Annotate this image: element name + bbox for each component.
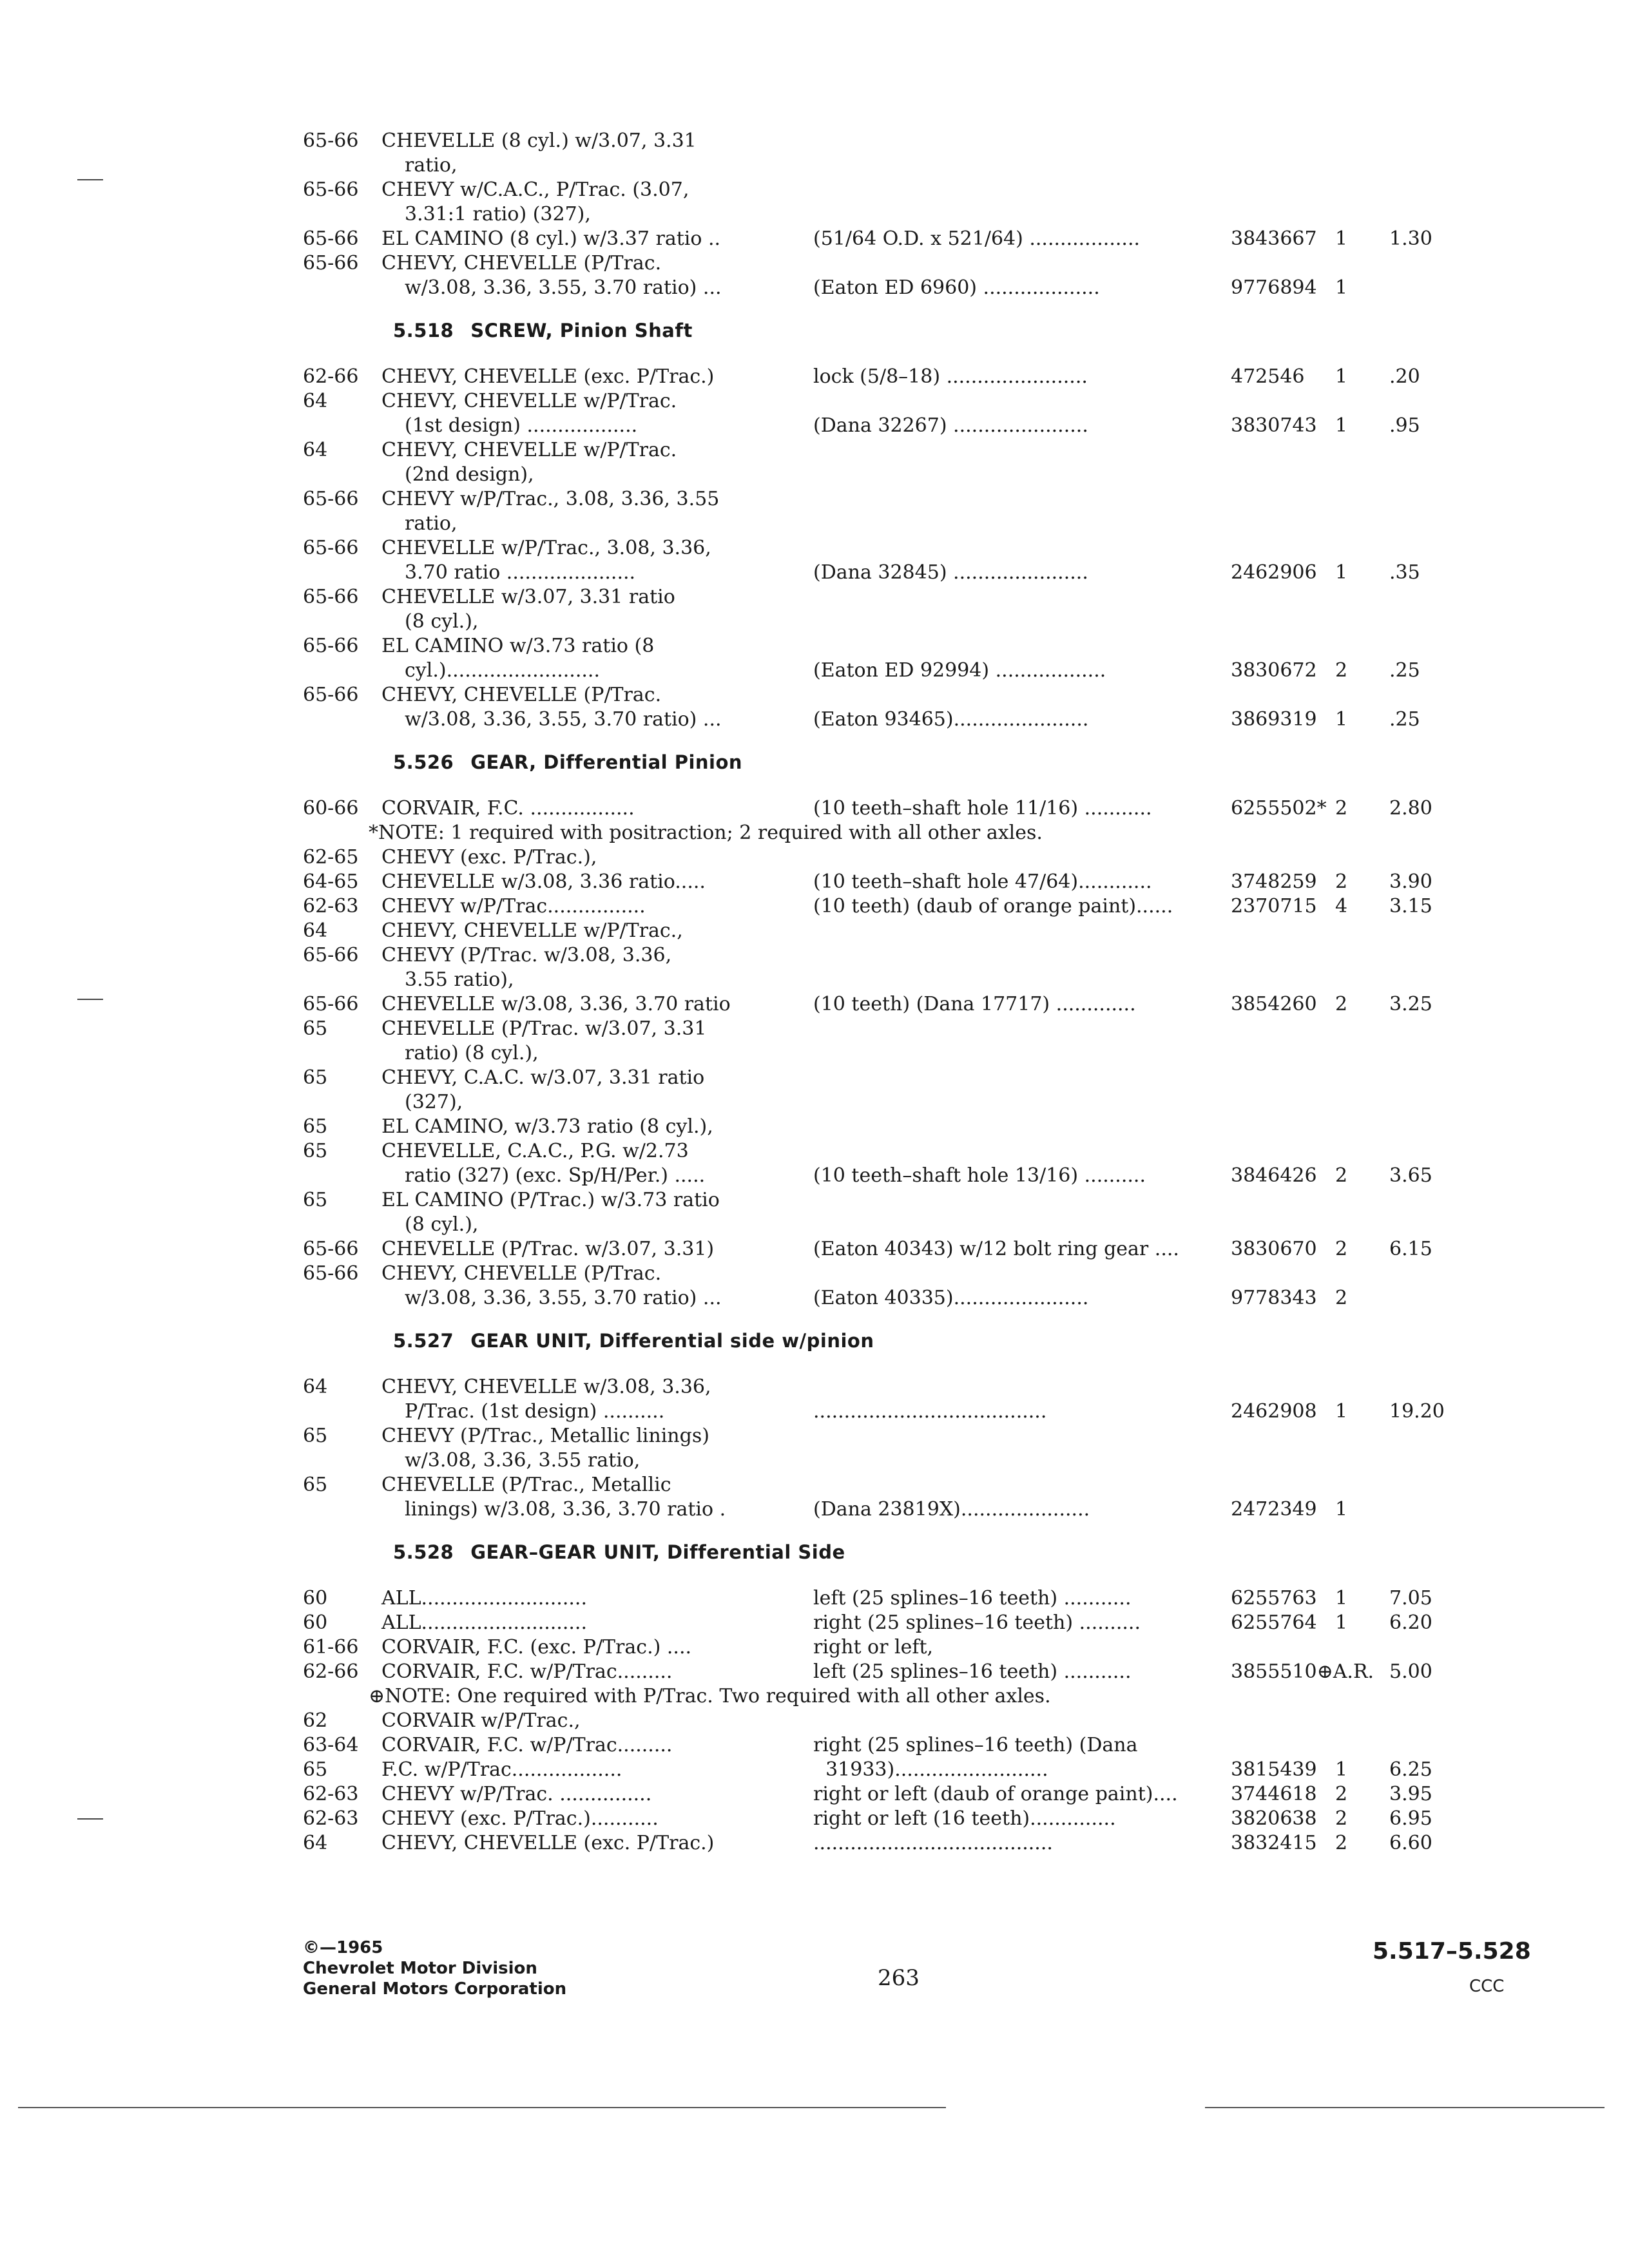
spec-text: (Dana 32845) ...................... xyxy=(813,561,1088,584)
price: .25 xyxy=(1389,708,1420,731)
table-row xyxy=(0,1473,1629,1497)
part-number: 3855510⊕A.R. xyxy=(1231,1660,1374,1683)
model-year: 61-66 xyxy=(303,1636,359,1658)
table-row xyxy=(0,683,1629,707)
price: .35 xyxy=(1389,561,1420,584)
application-text: EL CAMINO (8 cyl.) w/3.37 ratio .. xyxy=(381,227,721,250)
model-year: 65-66 xyxy=(303,252,359,274)
spec-text: right or left, xyxy=(813,1636,934,1658)
price: 2.80 xyxy=(1389,797,1432,820)
spec-text: right or left (daub of orange paint).... xyxy=(813,1783,1178,1805)
price: 6.15 xyxy=(1389,1238,1432,1260)
note-line xyxy=(0,821,1629,845)
application-text: w/3.08, 3.36, 3.55, 3.70 ratio) ... xyxy=(405,276,722,299)
spec-text: ....................................... xyxy=(813,1832,1053,1854)
table-row xyxy=(0,1115,1629,1139)
part-number: 2472349 xyxy=(1231,1498,1317,1521)
application-text: EL CAMINO (P/Trac.) w/3.73 ratio xyxy=(381,1189,720,1211)
application-text: EL CAMINO w/3.73 ratio (8 xyxy=(381,635,655,657)
table-row xyxy=(0,153,1629,178)
model-year: 60-66 xyxy=(303,797,359,820)
price: 7.05 xyxy=(1389,1587,1432,1610)
table-row xyxy=(0,1709,1629,1733)
section-number: 5.518 xyxy=(393,320,454,341)
application-text: (327), xyxy=(405,1091,463,1113)
table-row xyxy=(0,992,1629,1017)
price: 6.95 xyxy=(1389,1807,1432,1830)
application-text: CHEVY, CHEVELLE w/3.08, 3.36, xyxy=(381,1376,711,1398)
table-row xyxy=(0,276,1629,300)
part-number: 3832415 xyxy=(1231,1832,1317,1854)
table-row xyxy=(0,1262,1629,1286)
spec-text: lock (5/8–18) ....................... xyxy=(813,365,1088,388)
model-year: 62-63 xyxy=(303,1783,359,1805)
table-row xyxy=(0,870,1629,894)
application-text: (1st design) .................. xyxy=(405,414,638,437)
table-row xyxy=(0,1066,1629,1090)
table-row xyxy=(0,1782,1629,1807)
part-number: 6255763 xyxy=(1231,1587,1317,1610)
section-heading xyxy=(393,318,693,343)
application-text: CHEVY w/C.A.C., P/Trac. (3.07, xyxy=(381,178,689,201)
part-number: 3748259 xyxy=(1231,870,1317,893)
price: .20 xyxy=(1389,365,1420,388)
table-row xyxy=(0,414,1629,438)
section-number: 5.527 xyxy=(393,1330,454,1352)
model-year: 64 xyxy=(303,1832,328,1854)
table-row xyxy=(0,1758,1629,1782)
application-text: CHEVY, CHEVELLE (exc. P/Trac.) xyxy=(381,365,715,388)
price: 19.20 xyxy=(1389,1400,1445,1423)
application-text: ratio) (8 cyl.), xyxy=(405,1042,539,1064)
model-year: 65-66 xyxy=(303,488,359,510)
table-row xyxy=(0,1041,1629,1066)
application-text: P/Trac. (1st design) .......... xyxy=(405,1400,665,1423)
table-row xyxy=(0,585,1629,610)
table-row xyxy=(0,178,1629,202)
spec-text: (Eaton 40335)...................... xyxy=(813,1287,1089,1309)
table-row xyxy=(0,463,1629,487)
application-text: CHEVELLE, C.A.C., P.G. w/2.73 xyxy=(381,1140,689,1162)
model-year: 65 xyxy=(303,1017,328,1040)
model-year: 64 xyxy=(303,1376,328,1398)
table-row xyxy=(0,1139,1629,1164)
application-text: CORVAIR, F.C. ................. xyxy=(381,797,635,820)
application-text: 3.55 ratio), xyxy=(405,968,514,991)
quantity: 1 xyxy=(1335,1758,1348,1781)
price: 3.95 xyxy=(1389,1783,1432,1805)
binding-mark xyxy=(77,179,103,180)
section-title: GEAR–GEAR UNIT, Differential Side xyxy=(470,1541,845,1563)
table-row xyxy=(0,919,1629,943)
quantity: 1 xyxy=(1335,1498,1348,1521)
table-row xyxy=(0,1213,1629,1237)
section-title: GEAR, Differential Pinion xyxy=(470,751,743,773)
spec-text: left (25 splines–16 teeth) ........... xyxy=(813,1660,1132,1683)
table-row xyxy=(0,1448,1629,1473)
scan-edge-line xyxy=(1205,2107,1605,2108)
table-row xyxy=(0,561,1629,585)
quantity: 2 xyxy=(1335,1287,1348,1309)
application-text: CHEVELLE (8 cyl.) w/3.07, 3.31 xyxy=(381,130,697,152)
model-year: 65 xyxy=(303,1425,328,1447)
footnote-text: ⊕NOTE: One required with P/Trac. Two required with all other axles. xyxy=(369,1685,1051,1707)
quantity: 2 xyxy=(1335,659,1348,682)
table-row xyxy=(0,365,1629,389)
spec-text: (Eaton ED 6960) ................... xyxy=(813,276,1100,299)
binding-mark xyxy=(77,1818,103,1820)
table-row xyxy=(0,796,1629,821)
section-heading xyxy=(393,1329,874,1353)
application-text: ratio (327) (exc. Sp/H/Per.) ..... xyxy=(405,1164,706,1187)
price: 6.25 xyxy=(1389,1758,1432,1781)
model-year: 62-66 xyxy=(303,1660,359,1683)
application-text: CHEVY, CHEVELLE w/P/Trac. xyxy=(381,439,677,461)
application-text: (2nd design), xyxy=(405,463,534,486)
model-year: 65-66 xyxy=(303,993,359,1015)
part-number: 9778343 xyxy=(1231,1287,1317,1309)
footer-copyright: ©—1965 xyxy=(303,1938,383,1957)
quantity: 1 xyxy=(1335,414,1348,437)
application-text: CHEVY, CHEVELLE (P/Trac. xyxy=(381,252,662,274)
table-row xyxy=(0,536,1629,561)
table-row xyxy=(0,1611,1629,1635)
application-text: CORVAIR, F.C. (exc. P/Trac.) .... xyxy=(381,1636,692,1658)
price: .25 xyxy=(1389,659,1420,682)
application-text: CHEVELLE w/3.07, 3.31 ratio xyxy=(381,586,675,608)
application-text: CHEVY, CHEVELLE (P/Trac. xyxy=(381,684,662,706)
table-row xyxy=(0,845,1629,870)
application-text: CORVAIR, F.C. w/P/Trac......... xyxy=(381,1734,673,1756)
application-text: CHEVY, CHEVELLE w/P/Trac., xyxy=(381,919,683,942)
application-text: CHEVY w/P/Trac................ xyxy=(381,895,646,918)
application-text: CHEVY, CHEVELLE (exc. P/Trac.) xyxy=(381,1832,715,1854)
table-row xyxy=(0,1375,1629,1399)
table-row xyxy=(0,1497,1629,1522)
model-year: 65-66 xyxy=(303,1238,359,1260)
table-row xyxy=(0,1635,1629,1660)
footnote-text: *NOTE: 1 required with positraction; 2 required with all other axles. xyxy=(369,822,1043,844)
quantity: 1 xyxy=(1335,276,1348,299)
spec-text: (Dana 23819X)..................... xyxy=(813,1498,1090,1521)
model-year: 65-66 xyxy=(303,684,359,706)
section-number: 5.526 xyxy=(393,751,454,773)
quantity: 2 xyxy=(1335,1783,1348,1805)
footer-code: CCC xyxy=(1469,1977,1505,1996)
model-year: 64 xyxy=(303,919,328,942)
quantity: 2 xyxy=(1335,870,1348,893)
application-text: ALL........................... xyxy=(381,1611,587,1634)
model-year: 65 xyxy=(303,1066,328,1089)
application-text: CHEVY (exc. P/Trac.), xyxy=(381,846,597,869)
application-text: EL CAMINO, w/3.73 ratio (8 cyl.), xyxy=(381,1115,713,1138)
table-row xyxy=(0,1237,1629,1262)
application-text: CHEVY, CHEVELLE (P/Trac. xyxy=(381,1262,662,1285)
model-year: 65 xyxy=(303,1115,328,1138)
application-text: CHEVY w/P/Trac. ............... xyxy=(381,1783,652,1805)
section-title: GEAR UNIT, Differential side w/pinion xyxy=(470,1330,874,1352)
section-range: 5.517–5.528 xyxy=(1373,1938,1531,1965)
price: 3.25 xyxy=(1389,993,1432,1015)
section-heading xyxy=(393,750,742,774)
model-year: 64 xyxy=(303,390,328,412)
footer-division: Chevrolet Motor Division xyxy=(303,1959,537,1978)
price: 6.60 xyxy=(1389,1832,1432,1854)
part-number: 3846426 xyxy=(1231,1164,1317,1187)
model-year: 62 xyxy=(303,1709,328,1732)
model-year: 65-66 xyxy=(303,944,359,966)
model-year: 65-66 xyxy=(303,1262,359,1285)
application-text: CHEVELLE w/3.08, 3.36, 3.70 ratio xyxy=(381,993,731,1015)
section-number: 5.528 xyxy=(393,1541,454,1563)
spec-text: (Dana 32267) ...................... xyxy=(813,414,1088,437)
model-year: 60 xyxy=(303,1611,328,1634)
application-text: F.C. w/P/Trac.................. xyxy=(381,1758,622,1781)
spec-text: right (25 splines–16 teeth) .......... xyxy=(813,1611,1141,1634)
spec-text: ...................................... xyxy=(813,1400,1047,1423)
model-year: 62-66 xyxy=(303,365,359,388)
application-text: CHEVY (P/Trac., Metallic linings) xyxy=(381,1425,709,1447)
quantity: 2 xyxy=(1335,1832,1348,1854)
spec-text: (10 teeth) (daub of orange paint)...... xyxy=(813,895,1173,918)
table-row xyxy=(0,227,1629,251)
model-year: 65 xyxy=(303,1140,328,1162)
model-year: 64 xyxy=(303,439,328,461)
price: 3.90 xyxy=(1389,870,1432,893)
table-row xyxy=(0,1733,1629,1758)
spec-text: right or left (16 teeth).............. xyxy=(813,1807,1116,1830)
application-text: CORVAIR w/P/Trac., xyxy=(381,1709,581,1732)
table-row xyxy=(0,894,1629,919)
application-text: w/3.08, 3.36, 3.55 ratio, xyxy=(405,1449,641,1472)
application-text: CHEVELLE w/3.08, 3.36 ratio..... xyxy=(381,870,706,893)
table-row xyxy=(0,129,1629,153)
part-number: 6255502* xyxy=(1231,797,1327,820)
section-title: SCREW, Pinion Shaft xyxy=(470,320,693,341)
model-year: 65 xyxy=(303,1189,328,1211)
part-number: 3830670 xyxy=(1231,1238,1317,1260)
table-row xyxy=(0,1286,1629,1311)
part-number: 9776894 xyxy=(1231,276,1317,299)
spec-text: (51/64 O.D. x 521/64) .................. xyxy=(813,227,1141,250)
quantity: 1 xyxy=(1335,708,1348,731)
table-row xyxy=(0,1660,1629,1684)
part-number: 3843667 xyxy=(1231,227,1317,250)
quantity: 1 xyxy=(1335,1611,1348,1634)
binding-mark xyxy=(77,999,103,1000)
spec-text: (10 teeth–shaft hole 13/16) .......... xyxy=(813,1164,1146,1187)
application-text: CHEVY, CHEVELLE w/P/Trac. xyxy=(381,390,677,412)
price: 6.20 xyxy=(1389,1611,1432,1634)
model-year: 65-66 xyxy=(303,178,359,201)
spec-text: (10 teeth–shaft hole 47/64)............ xyxy=(813,870,1152,893)
application-text: 3.31:1 ratio) (327), xyxy=(405,203,591,226)
spec-text: left (25 splines–16 teeth) ........... xyxy=(813,1587,1132,1610)
page-number: 263 xyxy=(878,1965,920,1991)
table-row xyxy=(0,634,1629,658)
quantity: 2 xyxy=(1335,1807,1348,1830)
model-year: 65-66 xyxy=(303,227,359,250)
footer-corporation: General Motors Corporation xyxy=(303,1979,567,1999)
application-text: ratio, xyxy=(405,512,458,535)
application-text: CHEVY (exc. P/Trac.)........... xyxy=(381,1807,659,1830)
spec-text: (Eaton ED 92994) .................. xyxy=(813,659,1106,682)
quantity: 2 xyxy=(1335,1238,1348,1260)
model-year: 63-64 xyxy=(303,1734,359,1756)
quantity: 1 xyxy=(1335,1400,1348,1423)
spec-text: (Eaton 40343) w/12 bolt ring gear .... xyxy=(813,1238,1179,1260)
table-row xyxy=(0,487,1629,512)
application-text: CHEVY (P/Trac. w/3.08, 3.36, xyxy=(381,944,672,966)
application-text: (8 cyl.), xyxy=(405,610,479,633)
section-heading xyxy=(393,1540,845,1564)
part-number: 2370715 xyxy=(1231,895,1317,918)
part-number: 3854260 xyxy=(1231,993,1317,1015)
quantity: 2 xyxy=(1335,1164,1348,1187)
application-text: 3.70 ratio ..................... xyxy=(405,561,636,584)
application-text: ALL........................... xyxy=(381,1587,587,1610)
model-year: 65 xyxy=(303,1758,328,1781)
application-text: CHEVELLE (P/Trac. w/3.07, 3.31 xyxy=(381,1017,707,1040)
table-row xyxy=(0,251,1629,276)
part-number: 3744618 xyxy=(1231,1783,1317,1805)
quantity: 2 xyxy=(1335,993,1348,1015)
table-row xyxy=(0,1424,1629,1448)
table-row xyxy=(0,1188,1629,1213)
model-year: 65-66 xyxy=(303,635,359,657)
application-text: CHEVELLE (P/Trac. w/3.07, 3.31) xyxy=(381,1238,715,1260)
table-row xyxy=(0,658,1629,683)
table-row xyxy=(0,1017,1629,1041)
application-text: CHEVY, C.A.C. w/3.07, 3.31 ratio xyxy=(381,1066,705,1089)
table-row xyxy=(0,1090,1629,1115)
application-text: CORVAIR, F.C. w/P/Trac......... xyxy=(381,1660,673,1683)
table-row xyxy=(0,1831,1629,1856)
part-number: 3820638 xyxy=(1231,1807,1317,1830)
part-number: 2462906 xyxy=(1231,561,1317,584)
price: 1.30 xyxy=(1389,227,1432,250)
price: .95 xyxy=(1389,414,1420,437)
spec-text: (10 teeth) (Dana 17717) ............. xyxy=(813,993,1136,1015)
application-text: w/3.08, 3.36, 3.55, 3.70 ratio) ... xyxy=(405,1287,722,1309)
part-number: 3830743 xyxy=(1231,414,1317,437)
application-text: CHEVELLE (P/Trac., Metallic xyxy=(381,1474,671,1496)
application-text: linings) w/3.08, 3.36, 3.70 ratio . xyxy=(405,1498,726,1521)
table-row xyxy=(0,1807,1629,1831)
table-row xyxy=(0,1164,1629,1188)
model-year: 62-63 xyxy=(303,895,359,918)
model-year: 65 xyxy=(303,1474,328,1496)
spec-text: right (25 splines–16 teeth) (Dana xyxy=(813,1734,1138,1756)
table-row xyxy=(0,512,1629,536)
part-number: 3869319 xyxy=(1231,708,1317,731)
table-row xyxy=(0,1399,1629,1424)
application-text: (8 cyl.), xyxy=(405,1213,479,1236)
spec-text: (10 teeth–shaft hole 11/16) ........... xyxy=(813,797,1152,820)
table-row xyxy=(0,707,1629,732)
application-text: CHEVY w/P/Trac., 3.08, 3.36, 3.55 xyxy=(381,488,720,510)
quantity: 1 xyxy=(1335,561,1348,584)
table-row xyxy=(0,968,1629,992)
quantity: 1 xyxy=(1335,1587,1348,1610)
note-line xyxy=(0,1684,1629,1709)
model-year: 62-65 xyxy=(303,846,359,869)
part-number: 3815439 xyxy=(1231,1758,1317,1781)
application-text: cyl.)......................... xyxy=(405,659,600,682)
part-number: 3830672 xyxy=(1231,659,1317,682)
spec-text: (Eaton 93465)...................... xyxy=(813,708,1089,731)
part-number: 2462908 xyxy=(1231,1400,1317,1423)
model-year: 65-66 xyxy=(303,537,359,559)
table-row xyxy=(0,943,1629,968)
table-row xyxy=(0,389,1629,414)
part-number: 472546 xyxy=(1231,365,1305,388)
table-row xyxy=(0,610,1629,634)
model-year: 65-66 xyxy=(303,586,359,608)
scan-edge-line xyxy=(18,2107,946,2108)
table-row xyxy=(0,438,1629,463)
price: 3.15 xyxy=(1389,895,1432,918)
quantity: 4 xyxy=(1335,895,1348,918)
price: 5.00 xyxy=(1389,1660,1432,1683)
quantity: 1 xyxy=(1335,227,1348,250)
table-row xyxy=(0,202,1629,227)
model-year: 65-66 xyxy=(303,130,359,152)
model-year: 60 xyxy=(303,1587,328,1610)
part-number: 6255764 xyxy=(1231,1611,1317,1634)
model-year: 62-63 xyxy=(303,1807,359,1830)
application-text: CHEVELLE w/P/Trac., 3.08, 3.36, xyxy=(381,537,711,559)
spec-text: 31933)......................... xyxy=(813,1758,1048,1781)
application-text: w/3.08, 3.36, 3.55, 3.70 ratio) ... xyxy=(405,708,722,731)
table-row xyxy=(0,1586,1629,1611)
quantity: 2 xyxy=(1335,797,1348,820)
quantity: 1 xyxy=(1335,365,1348,388)
price: 3.65 xyxy=(1389,1164,1432,1187)
model-year: 64-65 xyxy=(303,870,359,893)
application-text: ratio, xyxy=(405,154,458,177)
